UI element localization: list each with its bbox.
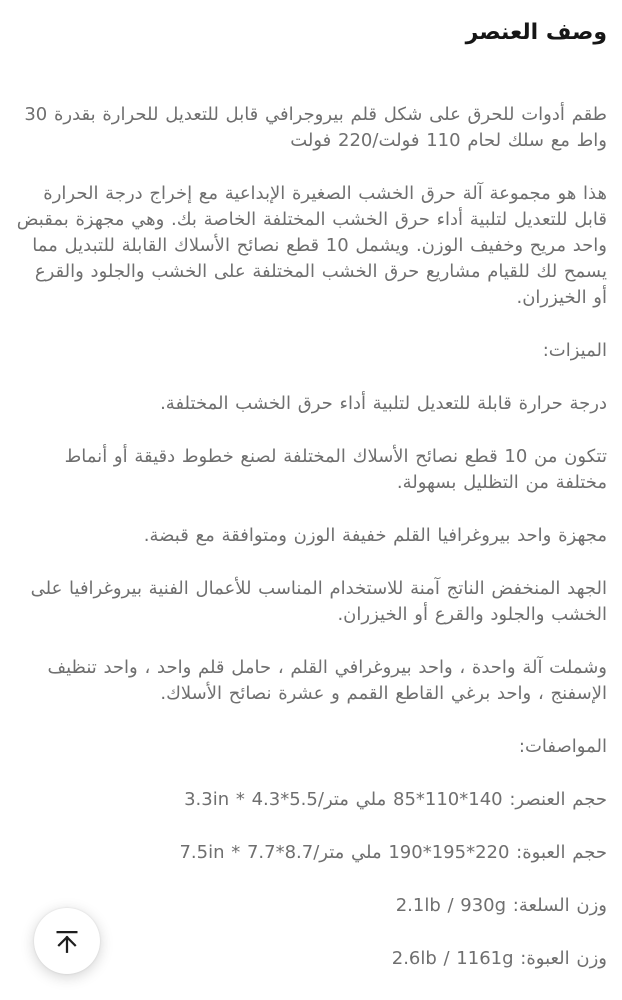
- intro-paragraph: طقم أدوات للحرق على شكل قلم بيروجرافي قابل للتعديل للحرارة بقدرة 30 واط مع سلك لحام 110 فولت/220 فولت: [24, 104, 607, 151]
- spec-item-weight: وزن السلعة: 2.1lb / 930g: [395, 895, 607, 916]
- features-heading: الميزات:: [542, 340, 607, 361]
- feature-item-temperature: درجة حرارة قابلة للتعديل لتلبية أداء حرق الخشب المختلفة.: [160, 393, 607, 414]
- page-title: وصف العنصر: [465, 20, 607, 45]
- feature-item-voltage: الجهد المنخفض الناتج آمنة للاستخدام المناسب للأعمال الفنية بيروغرافيا على الخشب والجلود والقرع أو الخيزران.: [30, 578, 607, 625]
- feature-item-tips: تتكون من 10 قطع نصائح الأسلاك المختلفة لصنع خطوط دقيقة أو أنماط مختلفة من التظليل بسهولة.: [64, 446, 607, 493]
- overview-paragraph: هذا هو مجموعة آلة حرق الخشب الصغيرة الإبداعية مع إخراج درجة الحرارة قابل للتعديل لتلبية أداء حرق الخشب المختلفة الخاصة بك. وهي مجهزة بمقبض واحد مريح وخفيف الوزن. ويشمل 10 قطع نصائح الأسلاك القابلة للتبديل مما يسمح لك للقيام مشاريع حرق الخشب المختلفة على الخشب والجلود والقرع أو الخيزران.: [16, 183, 607, 308]
- feature-item-pen: مجهزة واحد بيروغرافيا القلم خفيفة الوزن ومتوافقة مع قبضة.: [143, 525, 607, 546]
- spec-item-size: حجم العنصر: 140*110*85 ملي متر/5.5*4.3 * 3.3in: [184, 789, 607, 810]
- spec-package-weight: وزن العبوة: 2.6lb / 1161g: [391, 948, 607, 969]
- arrow-up-to-line-icon: [52, 926, 82, 956]
- scroll-to-top-button[interactable]: [34, 908, 100, 974]
- spec-package-size: حجم العبوة: 220*195*190 ملي متر/8.7*7.7 * 7.5in: [179, 842, 607, 863]
- feature-item-package-contents: وشملت آلة واحدة ، واحد بيروغرافي القلم ، حامل قلم واحد ، واحد تنظيف الإسفنج ، واحد برغي القاطع القمم و عشرة نصائح الأسلاك.: [47, 657, 607, 704]
- specs-heading: المواصفات:: [518, 736, 607, 757]
